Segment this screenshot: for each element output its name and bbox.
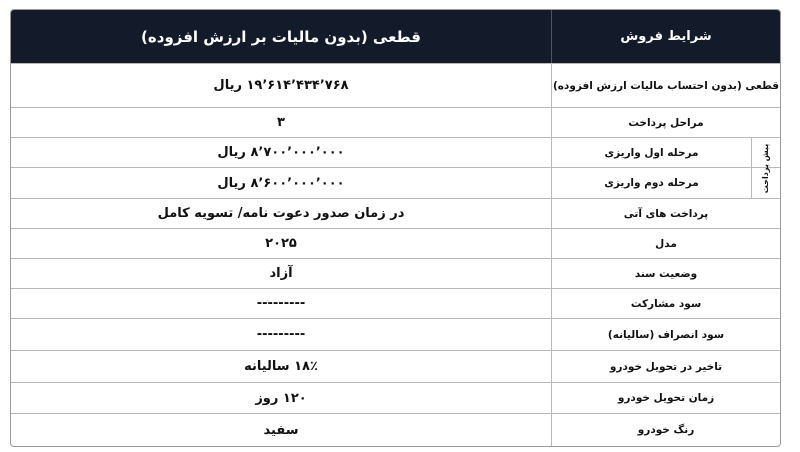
cell-label: مرحله دوم واریزی xyxy=(551,168,752,198)
table-row-final-price xyxy=(11,63,780,107)
cell-label: مراحل پرداخت xyxy=(551,108,780,137)
table-row-payment-stages xyxy=(11,107,780,137)
cell-label: تاخیر در تحویل خودرو xyxy=(551,351,780,382)
cell-value: در زمان صدور دعوت نامه/ تسویه کامل xyxy=(157,206,405,221)
cell-value: ۳ xyxy=(277,115,285,130)
cell-value: ۸٬۶۰۰٬۰۰۰٬۰۰۰ ریال xyxy=(217,175,345,191)
cell-label: رنگ خودرو xyxy=(551,414,780,446)
cell-value: آزاد xyxy=(269,266,293,281)
cell-value: ۱۲۰ روز xyxy=(255,390,307,406)
table-row-delivery-time xyxy=(11,382,780,413)
cell-label: سود مشارکت xyxy=(551,289,780,318)
cell-value: ۱۸٪ سالیانه xyxy=(244,359,318,374)
cell-label: قطعی (بدون احتساب مالیات ارزش افزوده) xyxy=(551,64,780,107)
cell-label: مدل xyxy=(551,229,780,258)
table-row-cancellation-profit xyxy=(11,318,780,350)
cell-label: پرداخت های آتی xyxy=(551,199,780,228)
cell-value: ۸٬۷۰۰٬۰۰۰٬۰۰۰ ریال xyxy=(217,145,345,160)
table-row-first-deposit xyxy=(11,137,780,167)
prepayment-group-label xyxy=(752,137,780,198)
cell-value: --------- xyxy=(256,327,306,342)
cell-value: ۲۰۲۵ xyxy=(265,236,297,251)
cell-value: --------- xyxy=(256,296,306,311)
header-value-title: قطعی (بدون مالیات بر ارزش افزوده) xyxy=(141,27,421,46)
table-row-delivery-delay xyxy=(11,350,780,382)
table-row-car-color xyxy=(11,413,780,446)
table-row-model xyxy=(11,228,780,258)
cell-value: ۱۹٬۶۱۴٬۴۳۴٬۷۶۸ ریال xyxy=(213,78,349,93)
header-label-title: شرایط فروش xyxy=(620,29,712,44)
table-row-future-payments xyxy=(11,198,780,228)
table-row-second-deposit xyxy=(11,167,780,198)
cell-value: سفید xyxy=(263,422,299,438)
table-row-document-status xyxy=(11,258,780,288)
table-header xyxy=(11,10,780,63)
cell-label: مرحله اول واریزی xyxy=(551,138,752,167)
prepayment-group-text: پیش پرداخت xyxy=(761,143,771,193)
cell-label: سود انصراف (سالیانه) xyxy=(551,319,780,350)
cell-label: وضعیت سند xyxy=(551,259,780,288)
sales-terms-table xyxy=(10,9,781,447)
cell-label: زمان تحویل خودرو xyxy=(551,383,780,413)
table-row-participation-profit xyxy=(11,288,780,318)
